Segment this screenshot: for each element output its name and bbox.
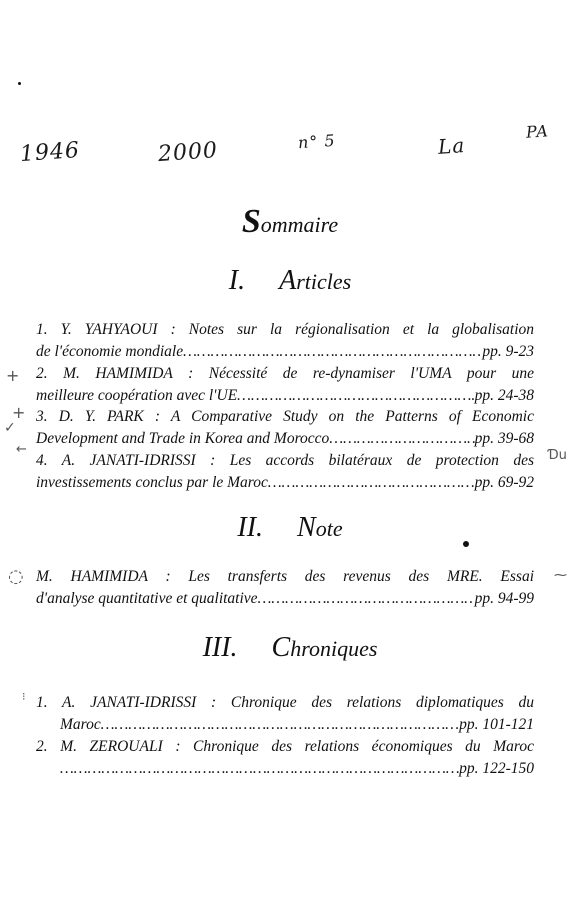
margin-check-mark: ✓ (4, 420, 16, 436)
margin-scribble-mark: Ɗu (548, 448, 567, 463)
toc-entry: 3. D. Y. PARK : A Comparative Study on the Patterns of Economic Development and Trade in Korea and Morocco …………………………………………………………………………………………………………………………………………………………………………… pp. 39-68 (36, 406, 534, 450)
margin-plus-mark: + (12, 403, 26, 422)
handwritten-note-la: La (437, 133, 467, 159)
handwritten-note-number: n° 5 (297, 130, 337, 153)
ink-dot (18, 82, 21, 85)
toc-entry: 1. A. JANATI-IDRISSI : Chronique des relations diplomatiques du Maroc …………………………………………………………………………………………………………………………………………………………………………… pp. 101-121 (36, 692, 534, 736)
handwritten-note-pa: PA (525, 121, 550, 142)
toc-entry: 4. A. JANATI-IDRISSI : Les accords bilatéraux de protection des investissements conclus par le Maroc …………………………………………………………………………………………………………………………………………………………………………… pp. 69-92 (36, 450, 534, 494)
margin-circle-mark: ◌ (8, 566, 24, 587)
handwritten-note-year: 1946 (19, 137, 81, 168)
toc-entry: 2. M. ZEROUALI : Chronique des relations économiques du Maroc …………………………………………………………………………………………………………………………………………………………………………… pp. 122-150 (36, 736, 534, 780)
margin-dash-mark: ⁓ (554, 568, 567, 583)
margin-plus-mark: + (6, 366, 20, 385)
section-heading-note: II. Note (237, 512, 343, 543)
handwritten-note-2000: 2000 (157, 137, 219, 168)
margin-arrow-mark: ← (16, 442, 27, 457)
margin-tick-mark: ⁝ (22, 690, 26, 703)
toc-entry: 1. Y. YAHYAOUI : Notes sur la régionalisation et la globalisation de l'économie mondiale …………………………………………………………………………………………………………………………………………………………………………… pp. 9-23 (36, 319, 534, 363)
toc-entry: M. HAMIMIDA : Les transferts des revenus des MRE. Essai d'analyse quantitative et qualitative …………………………………………………………………………………………………………………………………………………………………………… pp. 94-99 (36, 566, 534, 610)
toc-entry: 2. M. HAMIMIDA : Nécessité de re-dynamiser l'UMA pour une meilleure coopération avec l'UE …………………………………………………………………………………………………………………………………………………………………………… pp. 24-38 (36, 363, 534, 407)
page-title: Sommaire (241, 203, 339, 240)
section-heading-chroniques: III. Chroniques (202, 632, 378, 663)
section-heading-articles: I. Articles (228, 265, 352, 296)
